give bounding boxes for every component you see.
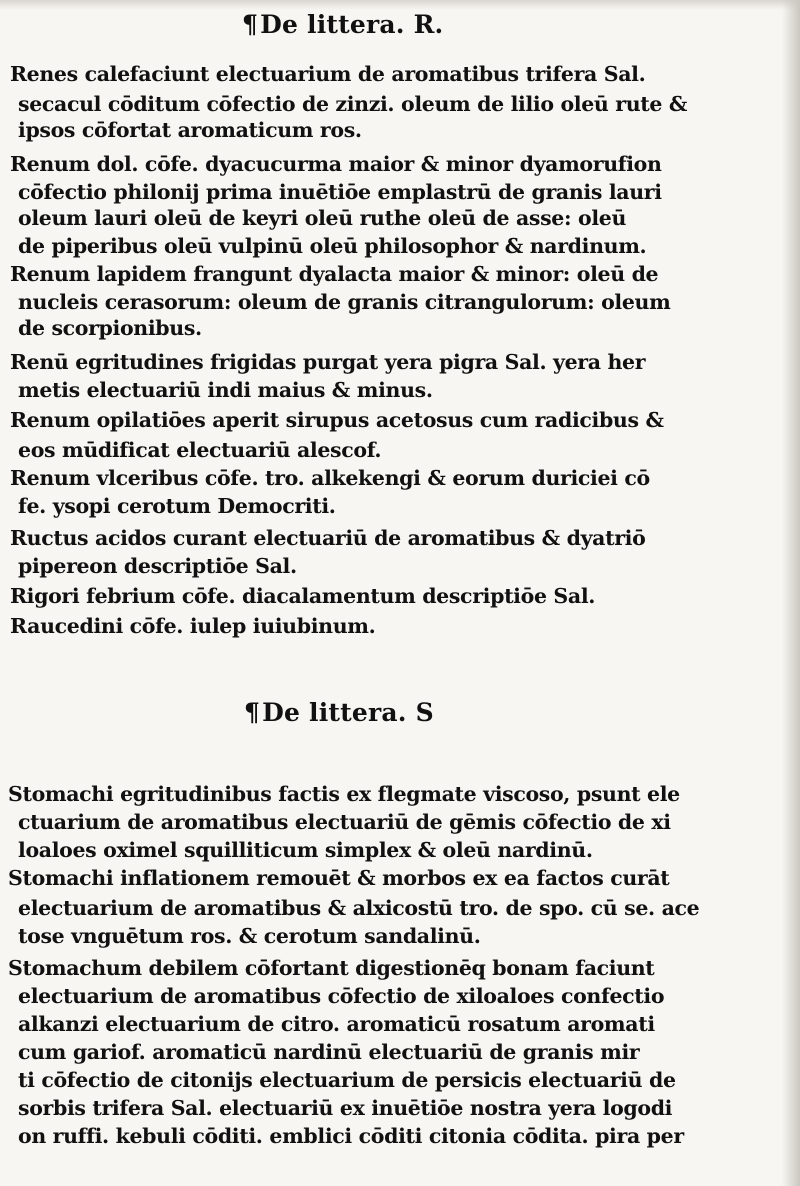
text-line: electuarium de aromatibus & alxicostū tro. de spo. cū se. ace: [18, 896, 700, 920]
text-line: Renum vlceribus cōfe. tro. alkekengi & eorum duriciei cō: [10, 466, 650, 490]
text-line: loaloes oximel squilliticum simplex & oleū nardinū.: [18, 838, 593, 862]
text-line: sorbis trifera Sal. electuariū ex inuētiōe nostra yera logodi: [18, 1096, 673, 1120]
text-line: electuarium de aromatibus cōfectio de xiloaloes confectio: [18, 984, 665, 1008]
pilcrow-icon: ¶: [244, 698, 261, 727]
page-edge-shadow: [782, 0, 800, 1186]
text-line: fe. ysopi cerotum Democriti.: [18, 494, 336, 518]
text-line: metis electuariū indi maius & minus.: [18, 378, 433, 402]
text-line: Renes calefaciunt electuarium de aromatibus trifera Sal.: [10, 62, 646, 86]
text-line: on ruffi. kebuli cōditi. emblici cōditi citonia cōdita. pira per: [18, 1124, 684, 1148]
text-line: Renum lapidem frangunt dyalacta maior & minor: oleū de: [10, 262, 659, 286]
text-line: ipsos cōfortat aromaticum ros.: [18, 118, 362, 142]
text-line: cum gariof. aromaticū nardinū electuariū de granis mir: [18, 1040, 640, 1064]
text-line: de scorpionibus.: [18, 316, 202, 340]
text-line: Renū egritudines frigidas purgat yera pigra Sal. yera her: [10, 350, 646, 374]
text-line: Raucedini cōfe. iulep iuiubinum.: [10, 614, 376, 638]
text-line: tose vnguētum ros. & cerotum sandalinū.: [18, 924, 481, 948]
text-line: cōfectio philonij prima inuētiōe emplastrū de granis lauri: [18, 180, 662, 204]
text-line: Renum dol. cōfe. dyacucurma maior & minor dyamorufion: [10, 152, 662, 176]
text-line: pipereon descriptiōe Sal.: [18, 554, 297, 578]
text-line: Stomachi egritudinibus factis ex flegmate viscoso, psunt ele: [8, 782, 680, 806]
text-line: ti cōfectio de citonijs electuarium de persicis electuariū de: [18, 1068, 676, 1092]
text-line: Renum opilatiōes aperit sirupus acetosus cum radicibus &: [10, 408, 664, 432]
section-heading-s: ¶De littera. S: [244, 698, 434, 727]
text-line: Ructus acidos curant electuariū de aromatibus & dyatriō: [10, 526, 646, 550]
text-line: de piperibus oleū vulpinū oleū philosophor & nardinum.: [18, 234, 647, 258]
text-line: Stomachum debilem cōfortant digestionēq bonam faciunt: [8, 956, 655, 980]
text-line: secacul cōditum cōfectio de zinzi. oleum de lilio oleū rute &: [18, 92, 688, 116]
text-line: oleum lauri oleū de keyri oleū ruthe oleū de asse: oleū: [18, 206, 627, 230]
page-edge-shadow: [0, 0, 800, 10]
section-heading-r: ¶De littera. R.: [242, 10, 444, 39]
text-line: alkanzi electuarium de citro. aromaticū rosatum aromati: [18, 1012, 655, 1036]
text-line: ctuarium de aromatibus electuariū de gēmis cōfectio de xi: [18, 810, 671, 834]
text-line: Stomachi inflationem remouēt & morbos ex ea factos curāt: [8, 866, 670, 890]
text-line: nucleis cerasorum: oleum de granis citrangulorum: oleum: [18, 290, 671, 314]
text-line: eos mūdificat electuariū alescof.: [18, 438, 382, 462]
pilcrow-icon: ¶: [242, 10, 259, 39]
text-line: Rigori febrium cōfe. diacalamentum descriptiōe Sal.: [10, 584, 596, 608]
